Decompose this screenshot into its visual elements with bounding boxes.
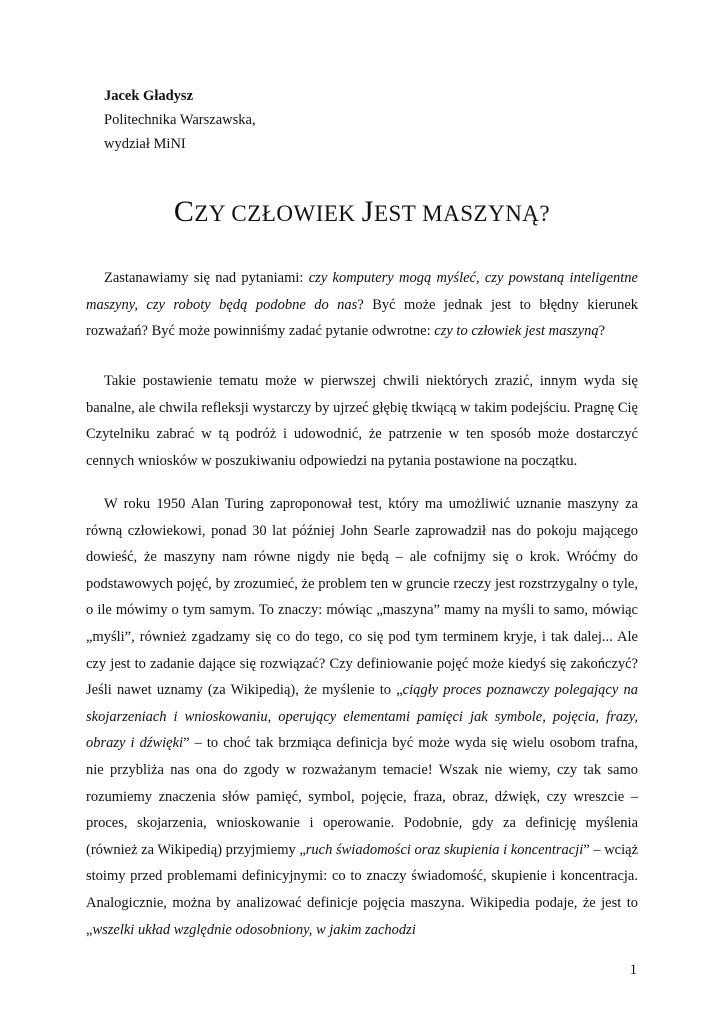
page-number: 1: [629, 962, 637, 978]
text-run: ” – wciąż stoimy przed problemami definicyjnymi: co to znaczy świadomość, skupienie i koncentracja. Analogicznie, można by analizować definicje pojęcia maszyna. Wikipedia podaje, że jest to „: [86, 841, 639, 938]
title-j-letter: J: [361, 195, 374, 228]
author-affiliation-faculty: wydział MiNI: [104, 136, 186, 152]
italic-text-run: czy to człowiek jest maszyną: [434, 323, 599, 340]
author-block: [104, 84, 256, 156]
text-run: ?: [598, 323, 606, 340]
italic-text-run: ruch świadomości oraz skupienia i koncentracji: [305, 841, 584, 858]
document-title: [0, 193, 724, 233]
paragraph-1: [86, 265, 638, 345]
italic-text-run: czy komputery mogą myśleć, czy powstaną inteligentne maszyny, czy roboty będą podobne do nas: [86, 270, 638, 313]
paragraph-3: [86, 491, 638, 943]
text-run: Zastanawiamy się nad pytaniami:: [104, 270, 309, 286]
italic-text-run: ciągły proces poznawczy polegający na skojarzeniach i wnioskowaniu, operujący elementami pamięci jak symbole, pojęcia, frazy, obrazy i dźwięki: [86, 682, 638, 752]
title-initial: C: [173, 195, 195, 228]
title-part-2: EST MASZYNĄ?: [373, 201, 551, 226]
text-run: ” – to choć tak brzmiąca definicja być może wyda się wielu osobom trafna, nie przybliża nas ona do zgody w rozważanym temacie! Wszak nie wiemy, czy tak samo rozumiemy znaczenia słów pamięć, symbol, pojęcie, fraza, obraz, dźwięk, czy wreszcie – proces, skojarzenia, wnioskowanie i operowanie. Podobnie, gdy za definicję myślenia (również za Wikipedią) przyjmiemy „: [86, 735, 638, 858]
title-part-1: ZY CZŁOWIEK: [194, 201, 362, 226]
author-name: Jacek Gładysz: [104, 88, 194, 104]
paragraph-2: [86, 368, 638, 474]
text-run: W roku 1950 Alan Turing zaproponował test, który ma umożliwić uznanie maszyny za równą człowiekowi, ponad 30 lat później John Searle zaprowadził nas do pokoju mającego dowieść, że maszyny nam równe nigdy nie będą – ale cofnijmy się o krok. Wróćmy do podstawowych pojęć, by zrozumieć, że problem ten w gruncie rzeczy jest rozstrzygalny o tyle, o ile mówimy o tym samym. To znaczy: mówiąc „maszyna” mamy na myśli to samo, mówiąc „myśli”, również zgadzamy się co do tego, co się pod tym terminem kryje, i tak dalej... Ale czy jest to zadanie dające się rozwiązać? Czy definiowanie pojęć może kiedyś się zakończyć? Jeśli nawet uznamy (za Wikipedią), że myślenie to „: [86, 496, 638, 699]
text-run: ? Być może jednak jest to błędny kierunek rozważań? Być może powinniśmy zadać pytanie odwrotne:: [86, 296, 639, 340]
italic-text-run: wszelki układ względnie odosobniony, w jakim zachodzi: [92, 921, 416, 938]
text-run: Takie postawienie tematu może w pierwszej chwili niektórych zrazić, innym wyda się banalne, ale chwila refleksji wystarczy by ujrzeć głębię tkwiącą w takim podejściu. Pragnę Cię Czytelniku zabrać w tą podróż i udowodnić, że patrzenie w ten sposób może dostarczyć cennych wniosków w poszukiwaniu odpowiedzi na pytania postawione na początku.: [86, 373, 638, 469]
author-affiliation-university: Politechnika Warszawska,: [104, 112, 256, 128]
